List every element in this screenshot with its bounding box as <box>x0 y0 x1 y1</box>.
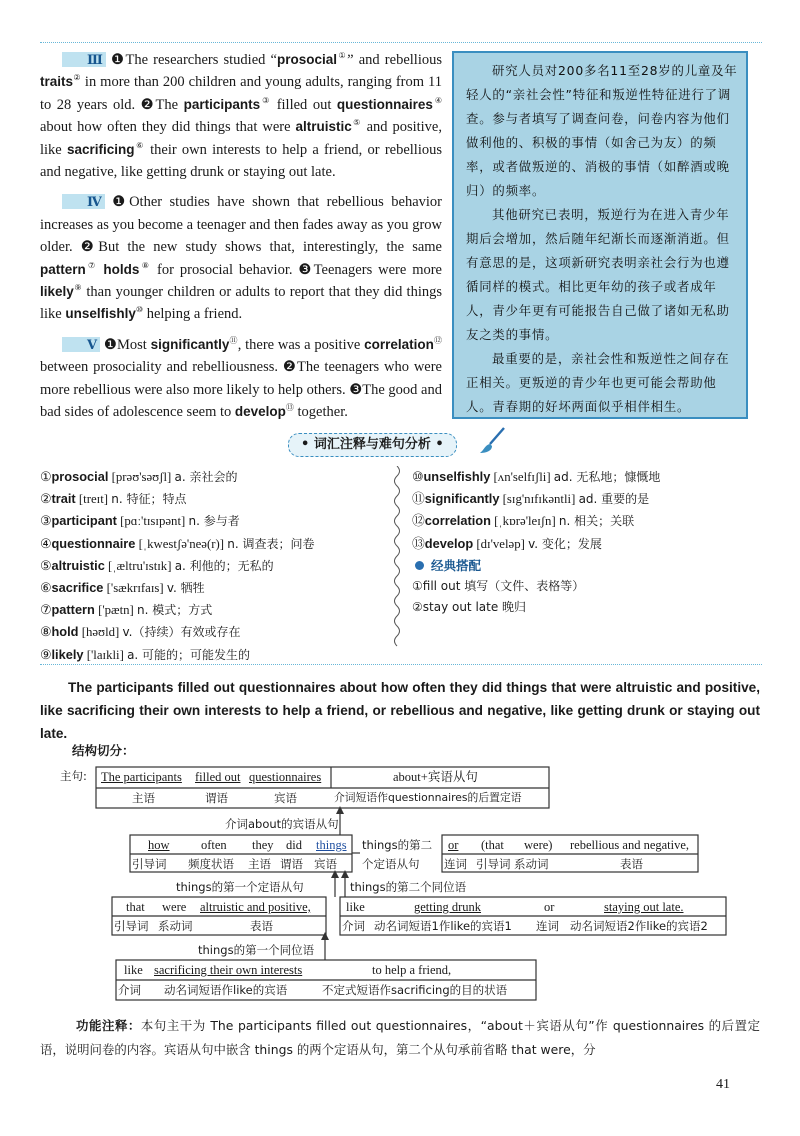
diagram-word: to help a friend, <box>372 963 452 977</box>
vocab-entry: ⑩unselfishly [ʌn'selfɪʃli] ad. 无私地；慷慨地 <box>412 469 661 484</box>
translation-paragraph: 研究人员对200多名11至28岁的儿童及年轻人的“亲社会性”特征和叛逆性特征进行了调查。参与者填写了调查问卷，问卷内容为他们做利他的、积极的事情（如舍己为友）的频率，或者做叛逆的、消极的事情（如醉酒或晚归）的频率。 <box>466 63 738 198</box>
diagram-role: 宾语 <box>314 857 337 871</box>
structure-label: 结构切分： <box>72 743 135 758</box>
collocation-item: ①fill out 填写（文件、表格等） <box>412 579 585 594</box>
diagram-role: 引导词 <box>132 857 167 871</box>
vocab-entry: ②trait [treɪt] n. 特征；特点 <box>40 491 187 507</box>
diagram-role: 动名词短语2作like的宾语2 <box>570 919 708 933</box>
vocab-entry: ⑥sacrifice ['sækrɪfaɪs] v. 牺牲 <box>40 580 205 596</box>
diagram-word: things <box>316 838 347 852</box>
diagram-role: 主语 <box>132 791 155 805</box>
diagram-word: did <box>286 838 302 852</box>
vocab-entry: ⑬develop [dɪ'veləp] v. 变化；发展 <box>412 535 602 551</box>
vocab-entry: ⑦pattern ['pætn] n. 模式；方式 <box>40 602 213 618</box>
diagram-word: were) <box>524 838 553 852</box>
diagram-role: 谓语 <box>280 857 303 871</box>
diagram-role: 引导词 <box>476 857 511 871</box>
diagram-word: that <box>126 900 145 914</box>
diagram-word: sacrificing their own interests <box>154 963 303 977</box>
diagram-role: 表语 <box>620 857 643 871</box>
vocab-entry: ⑧hold [həʊld] v.（持续）有效或存在 <box>40 624 241 640</box>
vocab-entry: ⑤altruistic [ˌæltru'ɪstɪk] a. 利他的；无私的 <box>40 557 274 573</box>
diagram-word: they <box>252 838 274 852</box>
vocab-entry: ⑨likely ['laɪkli] a. 可能的；可能发生的 <box>40 646 251 662</box>
analysis-sentence: The participants filled out questionnaires about how often they did things that were altruistic and positive, like sacrificing their own interests to help a friend, or rebellious and negative, like getting drunk or staying out late. <box>40 680 760 741</box>
diagram-role: 动名词短语1作like的宾语1 <box>374 919 512 933</box>
diagram-role: 表语 <box>250 919 273 933</box>
diagram-role: 介词短语作questionnaires的后置定语 <box>334 791 522 804</box>
diagram-label: things的第二 <box>362 838 433 852</box>
paragraph-3-text: ❶The researchers studied “prosocial①” and rebellious traits② in more than 200 children and young adults, ranging from 11 to 28 years old. ❷The participants③ filled out questionnaires④ about how often they did things that were altruistic⑤ and positive, like sacrificing⑥ their own interests to help a friend, or rebellious and negative, like getting drunk or staying out late. <box>40 51 443 181</box>
diagram-role: 连词 <box>536 919 559 933</box>
collocation-item: ②stay out late 晚归 <box>412 600 527 615</box>
diagram-word: about+宾语从句 <box>393 770 478 784</box>
translation-paragraph: 其他研究已表明，叛逆行为在进入青少年期后会增加，然后随年纪渐长而逐渐消逝。但有意思的是，这项新研究表明亲社会行为也遵循同样的模式。相比更年幼的孩子或者成年人，青少年更有可能报告自己做了诸如无私助友之类的事情。 <box>466 207 730 342</box>
diagram-word: like <box>124 963 143 977</box>
diagram-role: 频度状语 <box>188 857 234 871</box>
diagram-role: 系动词 <box>514 857 549 871</box>
vocab-entry: ⑫correlation [ˌkɒrə'leɪʃn] n. 相关；关联 <box>412 513 635 529</box>
diagram-label: 介词about的宾语从句 <box>225 817 339 831</box>
main-clause-label: 主句: <box>60 769 87 783</box>
vocab-entry: ⑪significantly [sɪg'nɪfɪkəntli] ad. 重要的是 <box>412 491 650 507</box>
diagram-word: or <box>544 900 555 914</box>
diagram-role: 动名词短语作like的宾语 <box>164 983 288 997</box>
diagram-label: things的第一个定语从句 <box>176 880 304 894</box>
diagram-role: 系动词 <box>158 919 193 933</box>
diagram-label: things的第二个同位语 <box>350 880 467 894</box>
collocation-heading: 经典搭配 <box>412 555 660 576</box>
diagram-word: how <box>148 838 170 852</box>
diagram-word: getting drunk <box>414 900 482 914</box>
diagram-word: often <box>201 838 227 852</box>
diagram-word: The participants <box>101 770 182 784</box>
diagram-role: 引导词 <box>114 919 149 933</box>
paragraph-5-text: ❶Most significantly⑪, there was a positive correlation⑫ between prosociality and rebelliousness. ❷The teenagers who were more rebellious were also more likely to help others. ❸The good and bad sides of adolescence seem to develop⑬ together. <box>40 336 443 421</box>
paragraph-number: Ⅴ <box>62 337 100 352</box>
diagram-role: 介词 <box>342 919 365 933</box>
paragraph-number: Ⅲ <box>62 52 106 67</box>
diagram-role: 宾语 <box>274 791 297 805</box>
paragraph-number: Ⅳ <box>62 194 105 209</box>
section-banner: • 词汇注释与难句分析 • <box>288 433 457 457</box>
diagram-word: were <box>162 900 187 914</box>
diagram-word: altruistic and positive, <box>200 900 311 914</box>
function-note-text: 本句主干为 The participants filled out questionnaires，“about＋宾语从句”作 questionnaires 的后置定语，说明问卷的内容。宾语从句中嵌含 things 的两个定语从句，第二个从句承前省略 that were，分 <box>40 1018 761 1057</box>
diagram-role: 不定式短语作sacrificing的目的状语 <box>322 983 508 997</box>
diagram-word: like <box>346 900 365 914</box>
vocab-entry: ④questionnaire [ˌkwestʃə'neə(r)] n. 调查表；问卷 <box>40 535 315 551</box>
diagram-label: things的第一个同位语 <box>198 943 315 957</box>
function-note <box>40 1014 760 1062</box>
paragraph-4-text: ❶Other studies have shown that rebellious behavior increases as you become a teenager and then fades away as you grow older. ❷But the new study shows that, interestingly, the same pattern⑦ holds⑧ for prosocial behavior. ❸Teenagers were more likely⑨ than younger children or adults to report that they did things like unselfishly⑩ helping a friend. <box>40 194 443 323</box>
diagram-word: staying out late. <box>604 900 684 914</box>
diagram-label: 个定语从句 <box>362 857 420 871</box>
page-number: 41 <box>716 1077 730 1092</box>
diagram-word: or <box>448 838 459 852</box>
diagram-word: filled out <box>195 770 241 784</box>
diagram-role: 连词 <box>444 857 467 871</box>
diagram-role: 介词 <box>118 983 141 997</box>
diagram-role: 谓语 <box>205 791 228 805</box>
diagram-role: 主语 <box>248 857 271 871</box>
diagram-word: rebellious and negative, <box>570 838 690 852</box>
vocab-entry: ③participant [pɑː'tɪsɪpənt] n. 参与者 <box>40 513 240 529</box>
function-note-label: 功能注释： <box>76 1018 141 1033</box>
translation-paragraph: 最重要的是，亲社会性和叛逆性之间存在正相关。更叛逆的青少年也更可能会帮助他人。青春期的好坏两面似乎相伴相生。 <box>466 351 730 414</box>
diagram-word: questionnaires <box>249 770 322 784</box>
vocab-entry: ①prosocial [prəʊ'səʊʃl] a. 亲社会的 <box>40 469 238 484</box>
diagram-word: (that <box>481 838 504 852</box>
